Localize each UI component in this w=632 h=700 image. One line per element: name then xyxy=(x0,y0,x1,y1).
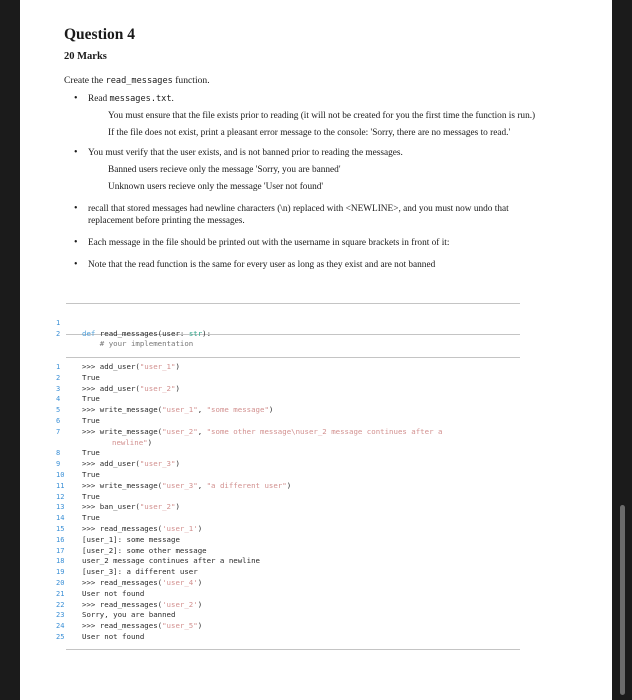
bullet-icon: • xyxy=(74,93,78,104)
line-number: 11 xyxy=(56,481,65,490)
line-number: 5 xyxy=(56,406,61,415)
code-text xyxy=(82,394,100,405)
bullet-icon: • xyxy=(74,237,78,248)
code-text xyxy=(82,556,260,567)
code-line xyxy=(56,394,520,405)
code-token: ) xyxy=(175,383,180,393)
code-line xyxy=(56,545,520,557)
code-text xyxy=(82,535,180,546)
line-number: 14 xyxy=(56,514,65,523)
code-comment: # your implementation xyxy=(82,339,194,349)
bullet-paragraph: Each message in the file should be printed out with the username in square brackets in front of it: xyxy=(88,238,450,248)
intro-text-end: function. xyxy=(172,75,210,86)
code-token: , xyxy=(197,426,207,436)
code-text xyxy=(82,567,198,578)
list-item xyxy=(74,203,552,227)
line-number: 20 xyxy=(56,578,65,587)
code-text xyxy=(82,405,273,416)
code-token: >>> add_user( xyxy=(82,383,140,393)
line-number: 2 xyxy=(56,329,61,338)
code-line xyxy=(66,438,520,449)
code-token: True xyxy=(82,372,100,382)
code-token: ) xyxy=(175,362,180,371)
line-number: 2 xyxy=(56,373,61,382)
code-line xyxy=(56,631,520,643)
code-token: True xyxy=(82,513,100,523)
string-literal: "some other message\nuser_2 message continues after a xyxy=(206,426,443,436)
code-text xyxy=(82,632,144,643)
string-literal: "user_2" xyxy=(162,426,198,436)
line-number: 3 xyxy=(56,384,61,393)
code-line xyxy=(56,502,520,513)
question-title: Question 4 xyxy=(64,26,136,43)
string-literal: "user_2" xyxy=(139,383,176,393)
code-text xyxy=(82,416,100,427)
code-line xyxy=(56,588,520,600)
bullet-lead xyxy=(88,93,552,105)
code-token: [user_3]: a different user xyxy=(82,567,198,577)
list-item xyxy=(74,237,552,249)
code-line xyxy=(56,448,520,459)
type-name: str xyxy=(188,328,203,338)
string-literal: "user_2" xyxy=(139,502,176,512)
code-line xyxy=(56,534,520,546)
string-literal: "user_1" xyxy=(162,405,198,415)
code-token: >>> ban_user( xyxy=(82,502,140,512)
code-token: >>> add_user( xyxy=(82,362,140,371)
code-line xyxy=(56,577,520,589)
line-number: 17 xyxy=(56,546,65,555)
code-text xyxy=(82,578,202,589)
code-text xyxy=(82,513,100,524)
code-token: [user_2]: some other message xyxy=(82,545,207,555)
code-text xyxy=(82,448,100,459)
code-text xyxy=(82,600,202,611)
code-line xyxy=(56,383,520,395)
line-number: 13 xyxy=(56,503,65,512)
string-literal: "user_3" xyxy=(139,459,176,469)
code-token: >>> read_messages( xyxy=(82,577,163,587)
code-token: ) xyxy=(175,502,180,512)
bullet-paragraph: recall that stored messages had newline characters (\n) replaced with <NEWLINE>, and you must now undo that replacement before printing the messages. xyxy=(88,204,509,226)
line-number: 15 xyxy=(56,524,65,533)
function-signature: read_messages(user: xyxy=(95,328,189,338)
code-text xyxy=(82,329,211,340)
line-number: 7 xyxy=(56,427,61,436)
line-number: 10 xyxy=(56,470,65,479)
string-literal: 'user_4' xyxy=(162,577,198,587)
code-token: , xyxy=(197,480,207,490)
line-number: 21 xyxy=(56,589,65,598)
code-token: ) xyxy=(175,459,180,469)
code-text xyxy=(82,427,442,438)
line-number: 24 xyxy=(56,622,65,631)
code-token: ) xyxy=(197,523,203,533)
bullet-paragraph: If the file does not exist, print a pleasant error message to the console: 'Sorry, there are no messages to read.' xyxy=(108,128,511,138)
code-token: >>> write_message( xyxy=(82,426,163,436)
code-text xyxy=(82,502,180,513)
code-text xyxy=(82,373,100,384)
code-text xyxy=(82,492,100,503)
code-line xyxy=(56,469,520,481)
line-number: 19 xyxy=(56,568,65,577)
code-line xyxy=(56,362,520,373)
line-number: 9 xyxy=(56,460,61,469)
code-token: >>> read_messages( xyxy=(82,523,163,533)
code-token: ) xyxy=(197,599,203,609)
bullet-paragraph: Unknown users recieve only the message 'User not found' xyxy=(108,182,324,192)
bullet-icon: • xyxy=(74,147,78,158)
code-token: ) xyxy=(147,437,153,447)
string-literal: "some message" xyxy=(206,405,269,415)
requirements-list xyxy=(74,93,552,271)
code-line xyxy=(56,372,520,384)
bullet-icon: • xyxy=(74,203,78,214)
code-token: True xyxy=(82,415,100,425)
code-text xyxy=(82,470,100,481)
code-token: >>> write_message( xyxy=(82,405,163,415)
line-number: 1 xyxy=(56,363,61,371)
signature-end: ): xyxy=(202,328,212,338)
code-token: ) xyxy=(197,577,203,587)
code-line xyxy=(56,459,520,470)
code-line xyxy=(56,513,520,524)
line-number: 23 xyxy=(56,611,65,620)
string-literal: 'user_2' xyxy=(162,599,198,609)
line-number: 18 xyxy=(56,557,65,566)
code-text xyxy=(82,610,175,621)
list-item xyxy=(74,259,552,271)
code-token: [user_1]: some message xyxy=(82,534,180,544)
line-number: 22 xyxy=(56,600,65,609)
bullet-paragraph: You must ensure that the file exists prior to reading (it will not be created for you the first time the function is run.) xyxy=(108,111,536,121)
line-number: 1 xyxy=(56,318,61,327)
code-token: User not found xyxy=(82,631,145,641)
bullet-paragraph: Banned users recieve only the message 'Sorry, you are banned' xyxy=(108,165,341,175)
bullet-lead: You must verify that the user exists, and is not banned prior to reading the messages. xyxy=(88,148,403,158)
code-block-stub xyxy=(56,303,520,349)
code-token: >>> add_user( xyxy=(82,459,140,469)
code-line xyxy=(56,480,520,492)
code-line xyxy=(56,523,520,535)
line-number: 8 xyxy=(56,449,61,458)
question-marks: 20 Marks xyxy=(64,51,107,62)
code-token: True xyxy=(82,491,100,501)
code-line xyxy=(56,491,520,503)
code-line xyxy=(56,307,520,338)
code-token: ) xyxy=(197,621,203,631)
code-line xyxy=(56,599,520,611)
code-token: user_2 message continues after a newline xyxy=(82,556,260,566)
code-text xyxy=(82,481,291,492)
code-text xyxy=(82,546,207,557)
code-line xyxy=(56,405,520,416)
code-text xyxy=(82,621,202,632)
string-literal: "user_5" xyxy=(162,621,198,631)
line-number: 4 xyxy=(56,395,61,404)
code-token: >>> write_message( xyxy=(82,480,163,490)
code-text xyxy=(82,589,144,600)
list-item xyxy=(74,147,552,193)
string-literal: "a different user" xyxy=(206,480,287,490)
code-token: >>> read_messages( xyxy=(82,599,163,609)
list-item xyxy=(74,93,552,139)
code-token: True xyxy=(82,448,100,458)
question-intro xyxy=(64,75,210,86)
line-number: 16 xyxy=(56,535,65,544)
code-text xyxy=(82,384,180,395)
code-line xyxy=(56,415,520,427)
code-line xyxy=(56,567,520,578)
code-token: ) xyxy=(268,405,274,415)
code-token: Sorry, you are banned xyxy=(82,610,176,620)
line-number: 25 xyxy=(56,632,65,641)
lead-code: messages.txt xyxy=(109,94,172,104)
code-token: User not found xyxy=(82,588,145,598)
line-number: 6 xyxy=(56,416,61,425)
code-token: ) xyxy=(286,480,292,490)
code-line xyxy=(56,426,520,438)
string-literal: "user_3" xyxy=(162,480,198,490)
code-line xyxy=(56,556,520,567)
code-token: , xyxy=(197,405,207,415)
code-text xyxy=(82,524,202,535)
string-literal: "user_1" xyxy=(139,362,176,371)
scrollbar-thumb[interactable] xyxy=(620,505,625,695)
code-text xyxy=(82,438,152,449)
string-literal: newline" xyxy=(112,437,148,447)
lead-text: Read xyxy=(88,94,110,104)
lead-text-end: . xyxy=(171,94,174,104)
code-text xyxy=(82,459,180,470)
bullet-icon: • xyxy=(74,259,78,270)
code-text xyxy=(82,362,180,373)
code-token: True xyxy=(82,394,100,404)
intro-text: Create the xyxy=(64,75,106,86)
bullet-paragraph: Note that the read function is the same for every user as long as they exist and are not banned xyxy=(88,260,436,270)
code-line xyxy=(56,621,520,632)
code-token: >>> read_messages( xyxy=(82,621,163,631)
code-line xyxy=(56,610,520,621)
code-token: True xyxy=(82,469,100,479)
intro-code: read_messages xyxy=(105,76,173,86)
string-literal: 'user_1' xyxy=(162,523,198,533)
line-number: 12 xyxy=(56,492,65,501)
code-block-example xyxy=(56,357,520,650)
keyword: def xyxy=(82,328,96,338)
